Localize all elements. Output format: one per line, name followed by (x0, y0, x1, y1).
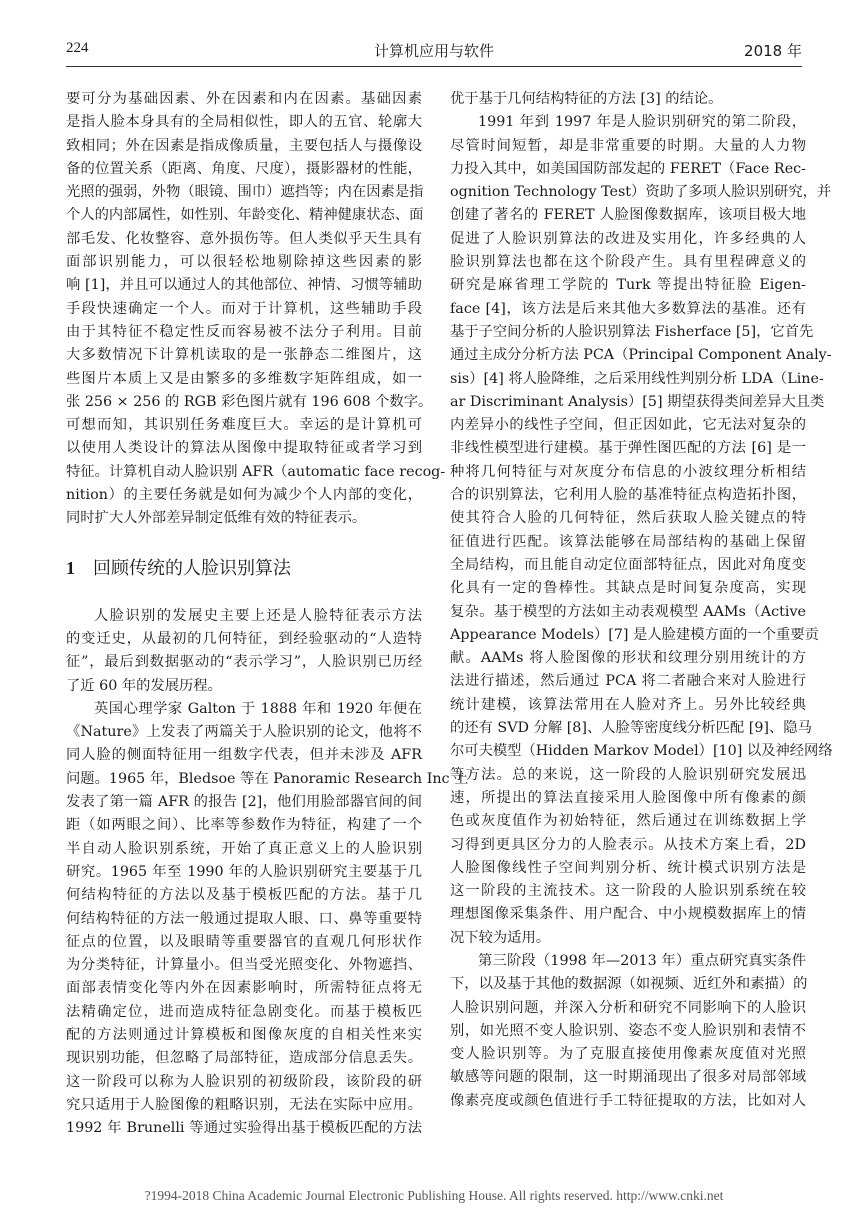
text-line: 献。AAMs 将人脸图像的形状和纹理分别用统计的方 (450, 650, 806, 667)
left-paragraph-3 (66, 698, 469, 1141)
text-line: Appearance Models）[7] 是人脸建模方面的一个重要贡 (450, 626, 819, 643)
text-line: 像素亮度或颜色值进行手工特征提取的方法，比如对人 (450, 1092, 806, 1109)
text-line: 部毛发、化妆整容、意外损伤等。但人类似乎天生具有 (66, 230, 422, 247)
text-line: 化具有一定的鲁棒性。其缺点是时间复杂度高，实现 (450, 580, 806, 597)
text-line: 为分类特征，计算量小。但当受光照变化、外物遮挡、 (66, 957, 422, 974)
text-line: 发表了第一篇 AFR 的报告 [2]，他们用脸部器官间的间 (66, 794, 422, 811)
journal-title: 计算机应用与软件 (373, 42, 494, 60)
page-number: 224 (66, 40, 89, 56)
text-line: 况下较为适用。 (450, 929, 551, 946)
text-line: 习得到更具区分力的人脸表示。从技术方案上看，2D (450, 836, 806, 853)
text-line: 尔可夫模型（Hidden Markov Model）[10] 以及神经网络 (450, 743, 833, 760)
text-line: 研究是麻省理工学院的 Turk 等提出特征脸 Eigen- (450, 277, 806, 294)
copyright-footer: ?1994-2018 China Academic Journal Electronic Publishing House. All rights reserved. http://www.cnki.net (144, 1188, 724, 1203)
text-line: 同人脸的侧面特征用一组数字代表，但并未涉及 AFR (66, 747, 422, 764)
text-line: 尽管时间短暂，却是非常重要的时期。大量的人力物 (450, 137, 806, 154)
left-paragraph-1 (66, 88, 446, 531)
text-line: 张 256 × 256 的 RGB 彩色图片就有 196 608 个数字。 (66, 393, 433, 410)
text-line: 的变迁史，从最初的几何特征，到经验驱动的“人造特 (66, 630, 422, 647)
text-line: 变人脸识别等。为了克服直接使用像素灰度值对光照 (450, 1046, 806, 1063)
text-line: 全局结构，而且能自动定位面部特征点，因此对角度变 (450, 556, 806, 573)
text-line: 内差异小的线性子空间，但正因如此，它无法对复杂的 (450, 417, 806, 434)
text-line: 这一阶段的主流技术。这一阶段的人脸识别系统在较 (450, 883, 806, 900)
text-line: 面部识别能力，可以很轻松地剔除掉这些因素的影 (66, 254, 422, 271)
section-number: 1 (66, 557, 75, 578)
text-line: 色或灰度值作为初始特征，然后通过在训练数据上学 (450, 813, 806, 830)
text-line: 创建了著名的 FERET 人脸图像数据库，该项目极大地 (450, 207, 806, 224)
text-line: 特征。计算机自动人脸识别 AFR（automatic face recog- (66, 463, 446, 480)
text-line: 距（如两眼之间）、比率等参数作为特征，构建了一个 (66, 817, 422, 834)
text-line: 1991 年到 1997 年是人脸识别研究的第二阶段， (478, 114, 806, 131)
right-column (450, 88, 833, 1113)
left-paragraph-2 (66, 605, 422, 698)
text-line: 促进了人脸识别算法的改进及实用化，许多经典的人 (450, 230, 806, 247)
text-line: 合的识别算法，它利用人脸的基准特征点构造拓扑图， (450, 487, 806, 504)
text-line: 英国心理学家 Galton 于 1888 年和 1920 年便在 (94, 700, 422, 717)
text-line: 优于基于几何结构特征的方法 [3] 的结论。 (450, 91, 723, 107)
text-line: ognition Technology Test）资助了多项人脸识别研究，并 (450, 184, 832, 201)
text-line: 可想而知，其识别任务难度巨大。幸运的是计算机可 (66, 417, 422, 434)
text-line: 了近 60 年的发展历程。 (66, 677, 222, 694)
section-title: 回顾传统的人脸识别算法 (93, 557, 291, 579)
text-line: 些图片本质上又是由繁多的多维数字矩阵组成，如一 (66, 370, 422, 387)
text-line: 征”，最后到数据驱动的“表示学习”，人脸识别已历经 (66, 654, 422, 671)
text-line: 半自动人脸识别系统，开始了真正意义上的人脸识别 (66, 840, 422, 857)
text-line: 速，所提出的算法直接采用人脸图像中所有像素的颜 (450, 789, 806, 806)
text-line: 是指人脸本身具有的全局相似性，即人的五官、轮廓大 (66, 114, 422, 131)
text-line: 脸识别算法也都在这个阶段产生。具有里程碑意义的 (450, 254, 806, 271)
page-header (66, 40, 802, 66)
text-line: 何结构特征的方法一般通过提取人眼、口、鼻等重要特 (66, 910, 422, 927)
left-column (66, 88, 469, 1140)
text-line: 何结构特征的方法以及基于模板匹配的方法。基于几 (66, 887, 422, 904)
text-line: 大多数情况下计算机读取的是一张静态二维图片，这 (66, 347, 422, 364)
text-line: 要可分为基础因素、外在因素和内在因素。基础因素 (66, 91, 422, 107)
text-line: 基于子空间分析的人脸识别算法 Fisherface [5]，它首先 (450, 323, 814, 340)
text-line: 致相同；外在因素是指成像质量，主要包括人与摄像设 (66, 137, 422, 154)
text-line: 以使用人类设计的算法从图像中提取特征或者学习到 (66, 440, 422, 457)
text-line: 统计建模，该算法常用在人脸对齐上。另外比较经典 (450, 696, 806, 713)
journal-year: 2018 年 (744, 42, 802, 60)
text-line: 种将几何特征与对灰度分布信息的小波纹理分析相结 (450, 463, 806, 480)
text-line: 同时扩大人外部差异制定低维有效的特征表示。 (66, 510, 367, 527)
section-heading (66, 531, 422, 605)
text-line: 的还有 SVD 分解 [8]、人脸等密度线分析匹配 [9]、隐马 (450, 720, 812, 737)
text-line: 法进行描述，然后通过 PCA 将二者融合来对人脸进行 (450, 673, 806, 690)
text-line: 现识别功能，但忽略了局部特征，造成部分信息丢失。 (66, 1050, 422, 1067)
text-line: 人脸识别的发展史主要上还是人脸特征表示方法 (94, 607, 422, 624)
text-line: 人脸识别问题，并深入分析和研究不同影响下的人脸识 (450, 999, 806, 1016)
text-line: face [4]，该方法是后来其他大多数算法的基准。还有 (450, 300, 806, 317)
text-line: 备的位置关系（距离、角度、尺度），摄影器材的性能， (66, 160, 422, 177)
header-rule (66, 66, 802, 67)
right-paragraph-3 (450, 950, 806, 1113)
text-line: ar Discriminant Analysis）[5] 期望获得类间差异大且类 (450, 393, 825, 410)
text-line: 人脸图像线性子空间判别分析、统计模式识别方法是 (450, 859, 806, 876)
text-line: 非线性模型进行建模。基于弹性图匹配的方法 [6] 是一 (450, 440, 806, 457)
text-line: 由于其特征不稳定性反而容易被不法分子利用。目前 (66, 323, 422, 340)
text-line: 配的方法则通过计算模板和图像灰度的自相关性来实 (66, 1026, 422, 1043)
text-line: 通过主成分分析方法 PCA（Principal Component Analy- (450, 347, 832, 364)
text-line: 个人的内部属性，如性别、年龄变化、精神健康状态、面 (66, 207, 424, 224)
text-line: 使其符合人脸的几何特征，然后获取人脸关键点的特 (450, 510, 806, 527)
text-line: nition）的主要任务就是如何为减少个人内部的变化， (66, 487, 422, 504)
text-line: 征值进行匹配。该算法能够在局部结构的基础上保留 (450, 533, 806, 550)
text-line: 法精确定位，进而造成特征急剧变化。而基于模板匹 (66, 1003, 422, 1020)
text-line: 1992 年 Brunelli 等通过实验得出基于模板匹配的方法 (66, 1120, 422, 1137)
text-line: 复杂。基于模型的方法如主动表观模型 AAMs（Active (450, 603, 806, 620)
right-paragraph-1 (450, 88, 806, 111)
text-line: 这一阶段可以称为人脸识别的初级阶段，该阶段的研 (66, 1073, 422, 1090)
text-line: 研究。1965 年至 1990 年的人脸识别研究主要基于几 (66, 863, 422, 880)
text-line: 第三阶段（1998 年—2013 年）重点研究真实条件 (478, 952, 806, 969)
text-line: sis）[4] 将人脸降维，之后采用线性判别分析 LDA（Line- (450, 370, 824, 387)
text-line: 征点的位置，以及眼睛等重要器官的直观几何形状作 (66, 933, 422, 950)
text-line: 理想图像采集条件、用户配合、中小规模数据库上的情 (450, 906, 806, 923)
text-line: 别，如光照不变人脸识别、姿态不变人脸识别和表情不 (450, 1022, 806, 1039)
text-line: 《Nature》上发表了两篇关于人脸识别的论文，他将不 (66, 724, 422, 741)
right-paragraph-2 (450, 111, 833, 950)
text-line: 光照的强弱，外物（眼镜、围巾）遮挡等；内在因素是指 (66, 184, 424, 201)
text-line: 响 [1]，并且可以通过人的其他部位、神情、习惯等辅助 (66, 277, 422, 294)
text-line: 敏感等问题的限制，这一时期涌现出了很多对局部邻域 (450, 1069, 806, 1086)
text-line: 力投入其中，如美国国防部发起的 FERET（Face Rec- (450, 160, 806, 177)
text-line: 等方法。总的来说，这一阶段的人脸识别研究发展迅 (450, 766, 806, 783)
text-line: 问题。1965 年，Bledsoe 等在 Panoramic Research Inc 上 (66, 770, 469, 787)
text-line: 下，以及基于其他的数据源（如视频、近红外和素描）的 (450, 976, 808, 993)
text-line: 面部表情变化等内外在因素影响时，所需特征点将无 (66, 980, 422, 997)
text-line: 究只适用于人脸图像的粗略识别，无法在实际中应用。 (66, 1096, 422, 1113)
text-line: 手段快速确定一个人。而对于计算机，这些辅助手段 (66, 300, 422, 317)
